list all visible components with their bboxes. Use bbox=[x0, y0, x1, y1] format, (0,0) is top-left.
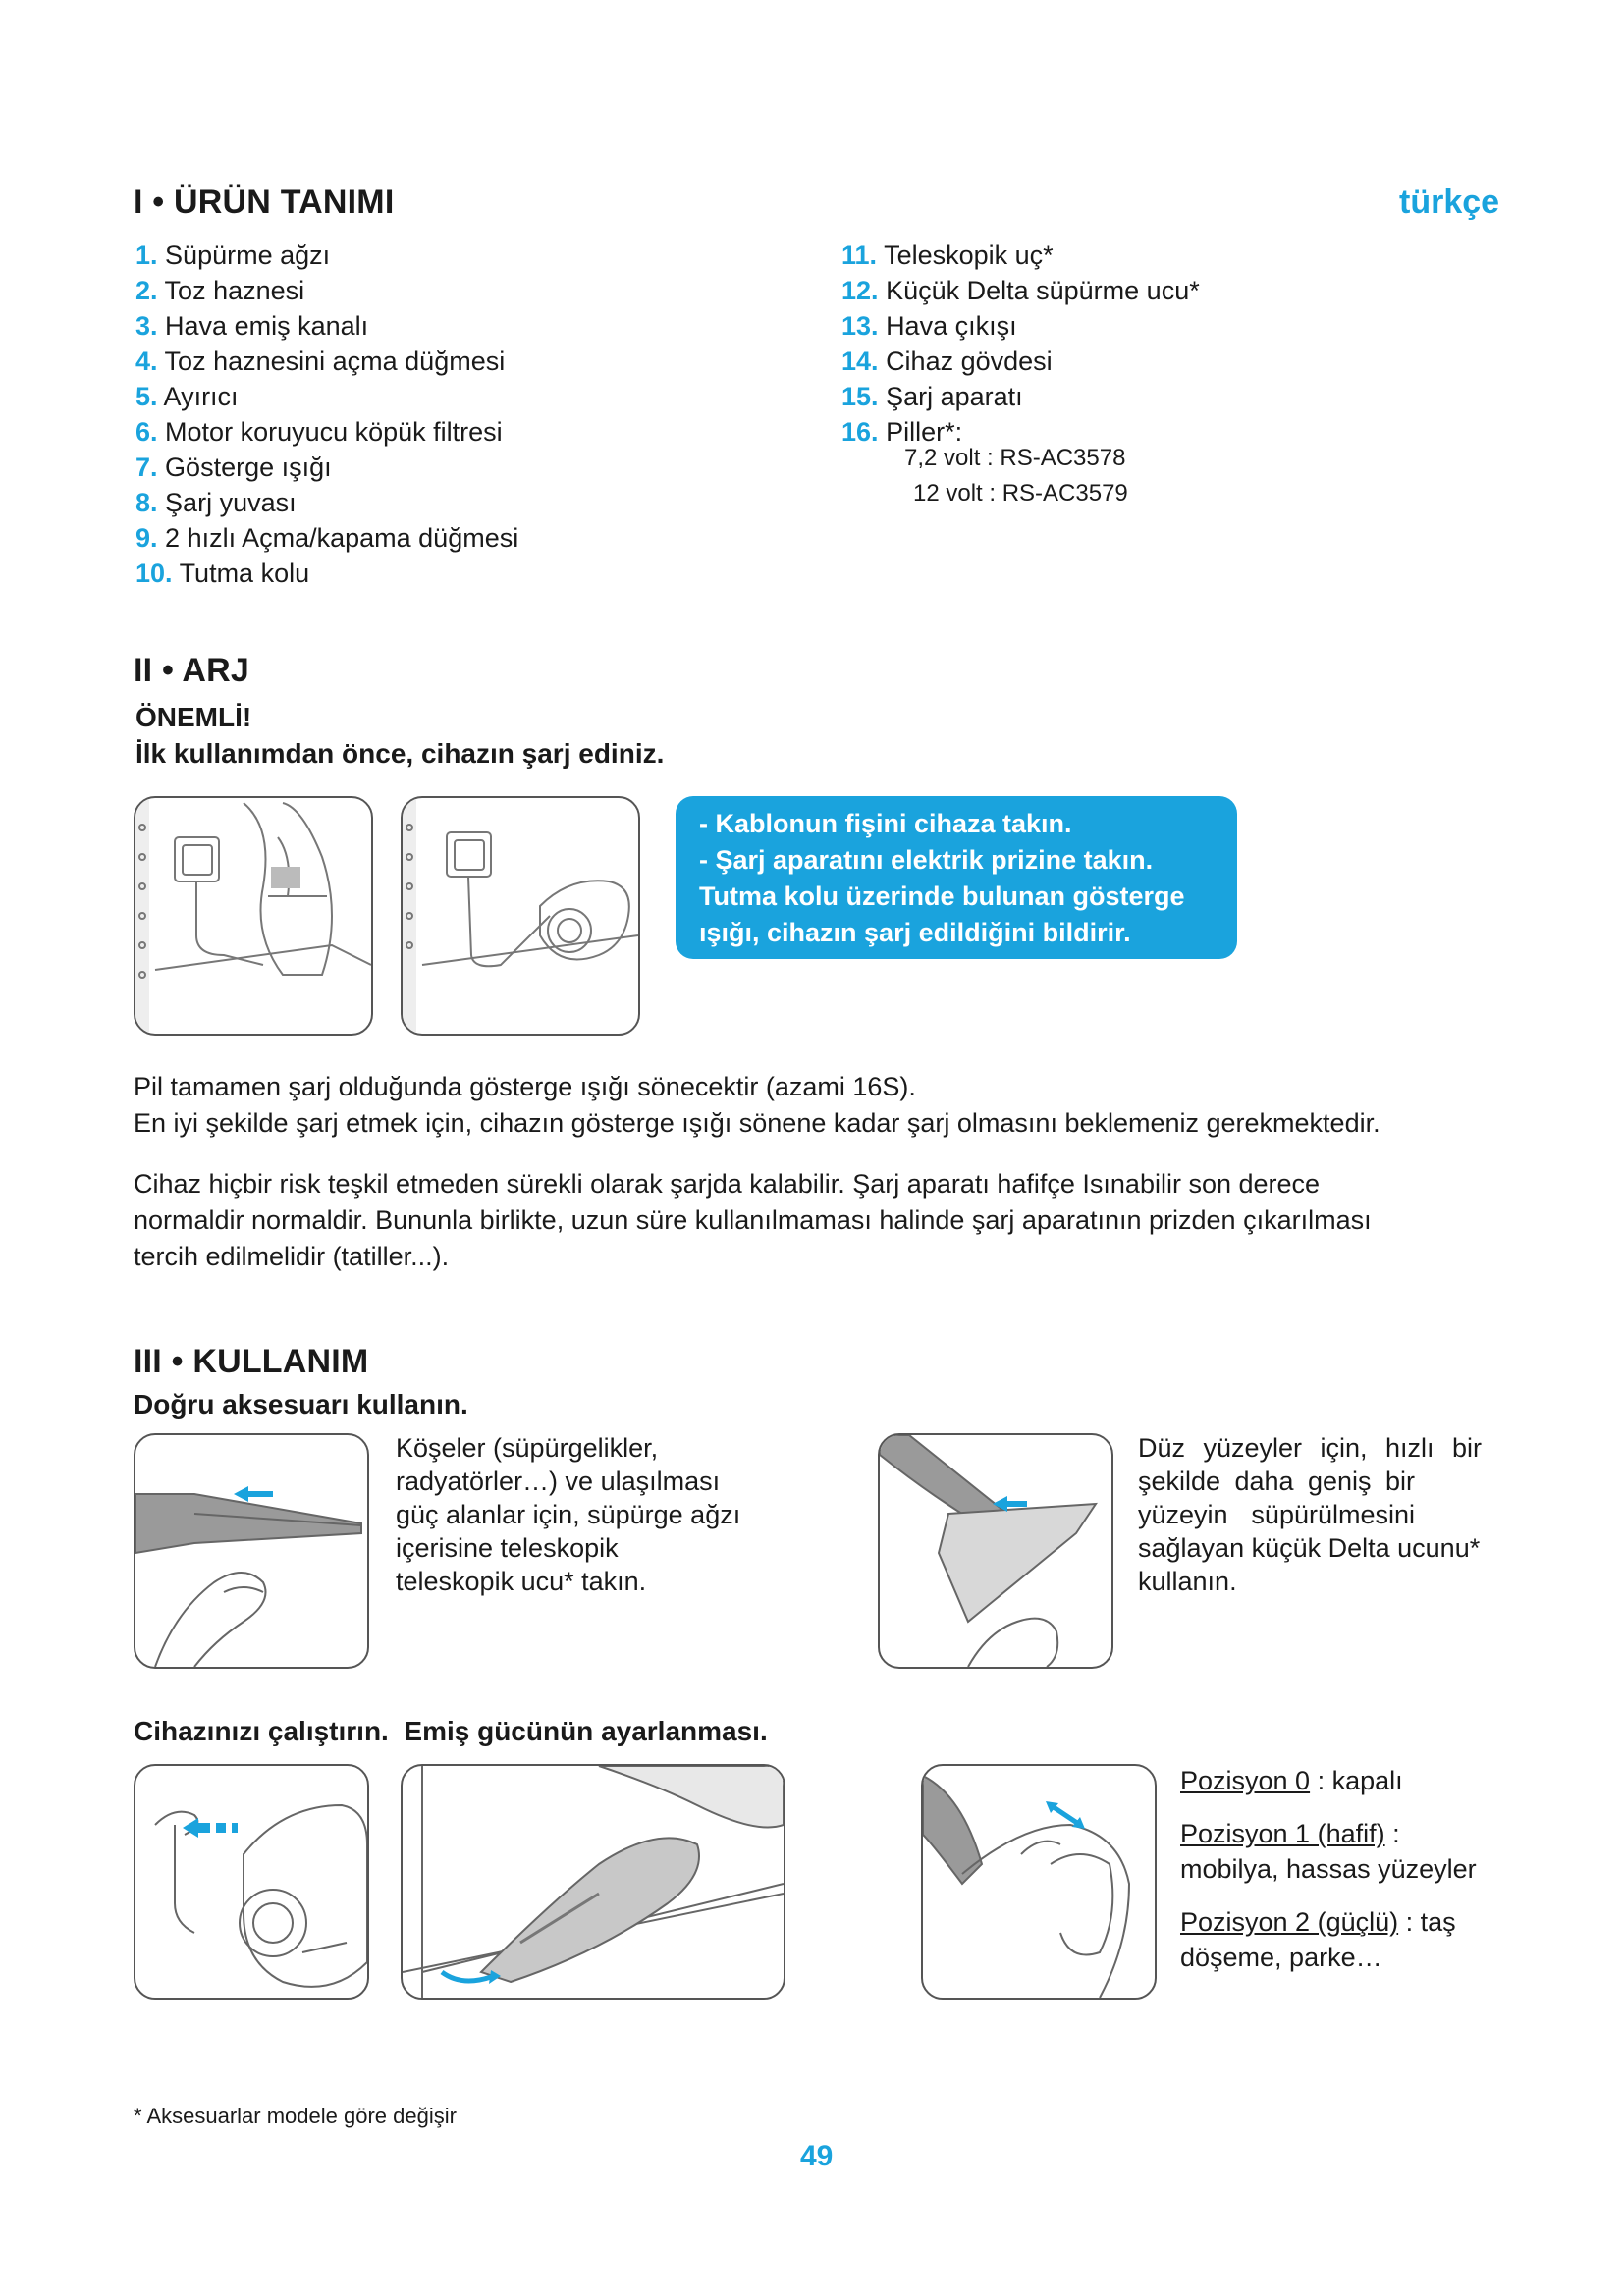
position-0 bbox=[1180, 1763, 1477, 1798]
part-label: Toz haznesini açma düğmesi bbox=[164, 347, 506, 376]
charging-figure-2 bbox=[401, 796, 640, 1036]
text-line: içerisine teleskopik bbox=[396, 1533, 619, 1563]
part-item bbox=[135, 414, 518, 450]
paragraph-line: Cihaz hiçbir risk teşkil etmeden sürekli olarak şarjda kalabilir. Şarj aparatı hafifçe Isınabilir son derece bbox=[134, 1169, 1321, 1199]
parts-list-left bbox=[135, 238, 518, 591]
part-label: Tutma kolu bbox=[179, 559, 310, 588]
part-item bbox=[841, 238, 1200, 273]
part-number: 13. bbox=[841, 311, 879, 341]
positions-list bbox=[1180, 1763, 1477, 1975]
telescopic-text bbox=[396, 1431, 740, 1598]
position-desc: : bbox=[1384, 1819, 1400, 1848]
text-line: radyatörler…) ve ulaşılması bbox=[396, 1467, 721, 1496]
part-label: Küçük Delta süpürme ucu* bbox=[886, 276, 1200, 305]
instruction-line: - Kablonun fişini cihaza takın. bbox=[699, 809, 1072, 838]
position-2-desc: döşeme, parke… bbox=[1180, 1943, 1382, 1972]
battery-line: 12 volt : RS-AC3579 bbox=[913, 480, 1128, 507]
position-1 bbox=[1180, 1816, 1477, 1851]
position-label: Pozisyon 2 (güçlü) bbox=[1180, 1907, 1399, 1937]
language-label: türkçe bbox=[1399, 184, 1500, 221]
part-number: 4. bbox=[135, 347, 158, 376]
part-item bbox=[841, 379, 1200, 414]
important-label: ÖNEMLİ! bbox=[135, 702, 252, 732]
paragraph-line: normaldir normaldir. Bununla birlikte, uzun süre kullanılmaması halinde şarj aparatının prizden çıkarılması bbox=[134, 1205, 1372, 1235]
text-line: şekilde daha geniş bir bbox=[1138, 1467, 1415, 1496]
text-line: sağlayan küçük Delta ucunu* bbox=[1138, 1533, 1481, 1563]
part-label: 2 hızlı Açma/kapama düğmesi bbox=[165, 523, 519, 553]
part-label: Şarj yuvası bbox=[165, 488, 297, 517]
position-desc: : taş bbox=[1398, 1907, 1456, 1937]
part-item bbox=[841, 273, 1200, 308]
part-label: Süpürme ağzı bbox=[165, 240, 331, 270]
section3-title: III • KULLANIM bbox=[134, 1343, 369, 1380]
part-number: 1. bbox=[135, 240, 158, 270]
part-number: 9. bbox=[135, 523, 158, 553]
part-item bbox=[135, 308, 518, 344]
part-label: Toz haznesi bbox=[164, 276, 305, 305]
part-item bbox=[135, 273, 518, 308]
paragraph-line: Pil tamamen şarj olduğunda gösterge ışığı sönecektir (azami 16S). bbox=[134, 1072, 916, 1101]
instruction-line: Tutma kolu üzerinde bulunan gösterge bbox=[699, 881, 1185, 911]
paragraph-line: En iyi şekilde şarj etmek için, cihazın gösterge ışığı sönene kadar şarj olmasını beklemeniz gerekmektedir. bbox=[134, 1108, 1380, 1138]
charging-paragraph-2 bbox=[134, 1166, 1372, 1275]
delta-text bbox=[1138, 1431, 1482, 1598]
part-number: 14. bbox=[841, 347, 879, 376]
text-line: Köşeler (süpürgelikler, bbox=[396, 1433, 659, 1463]
part-number: 15. bbox=[841, 382, 879, 411]
section1-title: I • ÜRÜN TANIMI bbox=[134, 184, 395, 221]
part-label: Şarj aparatı bbox=[886, 382, 1023, 411]
text-line: Düz yüzeyler için, hızlı bir bbox=[1138, 1433, 1482, 1463]
part-item bbox=[841, 308, 1200, 344]
part-number: 7. bbox=[135, 453, 158, 482]
telescopic-nozzle-figure bbox=[134, 1433, 369, 1669]
part-label: Piller*: bbox=[886, 417, 963, 447]
section2-title: II • ARJ bbox=[134, 652, 250, 689]
part-label: Motor koruyucu köpük filtresi bbox=[165, 417, 503, 447]
part-label: Hava çıkışı bbox=[886, 311, 1017, 341]
position-label: Pozisyon 0 bbox=[1180, 1766, 1311, 1795]
part-label: Gösterge ışığı bbox=[165, 453, 332, 482]
part-number: 6. bbox=[135, 417, 158, 447]
position-2 bbox=[1180, 1904, 1477, 1940]
page-number: 49 bbox=[800, 2140, 834, 2172]
corner-cleaning-figure bbox=[401, 1764, 785, 2000]
section3-subtitle-2: Cihazınızı çalıştırın. Emiş gücünün ayarlanması. bbox=[134, 1716, 768, 1746]
part-item bbox=[135, 556, 518, 591]
position-desc: : kapalı bbox=[1310, 1766, 1403, 1795]
delta-nozzle-figure bbox=[878, 1433, 1113, 1669]
part-label: Cihaz gövdesi bbox=[886, 347, 1053, 376]
part-number: 11. bbox=[841, 240, 878, 270]
part-item bbox=[135, 450, 518, 485]
section3-subtitle: Doğru aksesuarı kullanın. bbox=[134, 1389, 468, 1419]
part-item bbox=[841, 344, 1200, 379]
part-number: 10. bbox=[135, 559, 173, 588]
charging-instructions-box bbox=[676, 796, 1237, 959]
parts-list-right bbox=[841, 238, 1200, 450]
text-line: yüzeyin süpürülmesini bbox=[1138, 1500, 1415, 1529]
text-line: güç alanlar için, süpürge ağzı bbox=[396, 1500, 741, 1529]
position-label: Pozisyon 1 (hafif) bbox=[1180, 1819, 1385, 1848]
text-line: teleskopik ucu* takın. bbox=[396, 1567, 647, 1596]
position-1-desc: mobilya, hassas yüzeyler bbox=[1180, 1854, 1477, 1884]
part-number: 3. bbox=[135, 311, 158, 341]
part-item bbox=[135, 485, 518, 520]
power-switch-figure bbox=[921, 1764, 1157, 2000]
part-item bbox=[135, 238, 518, 273]
part-item bbox=[135, 344, 518, 379]
instruction-line: - Şarj aparatını elektrik prizine takın. bbox=[699, 845, 1154, 875]
plug-figure bbox=[134, 1764, 369, 2000]
battery-line: 7,2 volt : RS-AC3578 bbox=[904, 445, 1126, 471]
paragraph-line: tercih edilmelidir (tatiller...). bbox=[134, 1242, 450, 1271]
footnote: * Aksesuarlar modele göre değişir bbox=[134, 2104, 457, 2128]
instruction-line: ışığı, cihazın şarj edildiğini bildirir. bbox=[699, 918, 1131, 947]
charging-figure-1 bbox=[134, 796, 373, 1036]
part-number: 2. bbox=[135, 276, 158, 305]
part-label: Hava emiş kanalı bbox=[165, 311, 369, 341]
part-number: 16. bbox=[841, 417, 879, 447]
part-number: 8. bbox=[135, 488, 158, 517]
text-line: kullanın. bbox=[1138, 1567, 1237, 1596]
part-item bbox=[135, 520, 518, 556]
part-label: Teleskopik uç* bbox=[884, 240, 1054, 270]
part-label: Ayırıcı bbox=[163, 382, 239, 411]
part-number: 12. bbox=[841, 276, 879, 305]
charging-paragraph-1 bbox=[134, 1069, 1380, 1142]
part-item bbox=[135, 379, 518, 414]
section2-subtitle: İlk kullanımdan önce, cihazın şarj ediniz. bbox=[135, 738, 665, 769]
part-number: 5. bbox=[135, 382, 158, 411]
